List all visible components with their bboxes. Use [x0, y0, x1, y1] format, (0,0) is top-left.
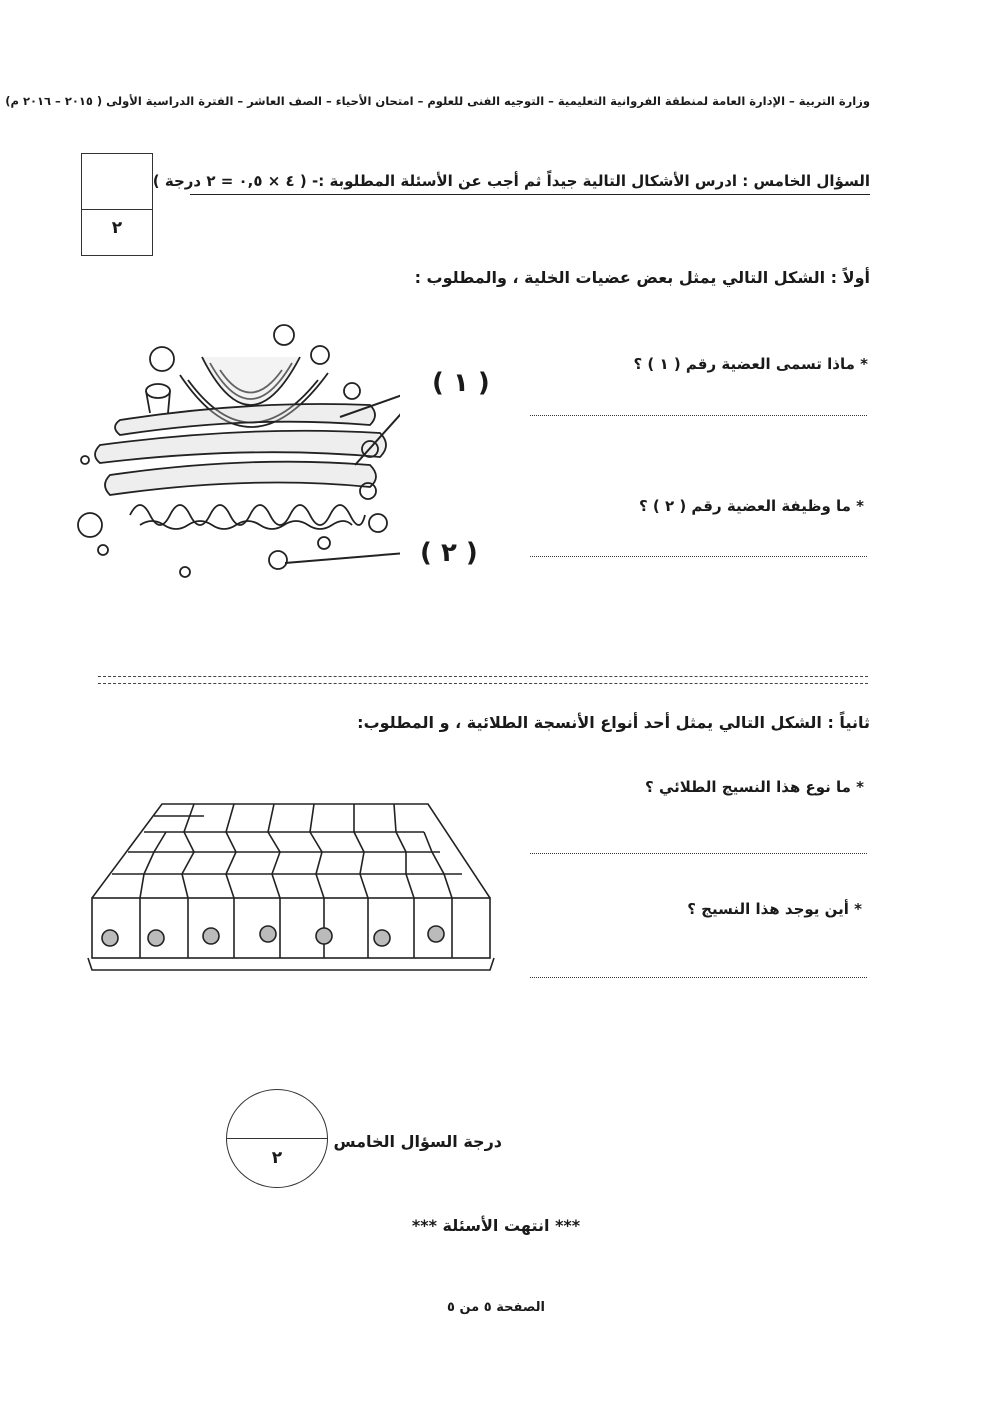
question-grade-value: ٢ [271, 1148, 283, 1168]
answer-line-2[interactable] [530, 556, 867, 557]
question-grade-circle [226, 1089, 328, 1188]
question-grade-label: درجة السؤال الخامس [333, 1132, 502, 1151]
page-number: الصفحة ٥ من ٥ [447, 1300, 545, 1315]
epithelial-tissue-diagram [84, 798, 496, 976]
answer-line-1[interactable] [530, 415, 867, 416]
question-title: السؤال الخامس : ادرس الأشكال التالية جيداً ثم أجب عن الأسئلة المطلوبة :- ( ٤ × ٠,٥ = ٢ درجة ) [190, 172, 870, 195]
golgi-apparatus-diagram [70, 315, 400, 590]
answer-line-3[interactable] [530, 853, 867, 854]
part2-question-2: * أين يوجد هذا النسيج ؟ [687, 900, 862, 918]
part2-heading: ثانياً : الشكل التالي يمثل أحد أنواع الأنسجة الطلائية ، و المطلوب: [357, 713, 870, 732]
question-score-box [81, 153, 153, 256]
section-separator [98, 676, 868, 684]
part1-question-2: * ما وظيفة العضية رقم ( ٢ ) ؟ [638, 497, 864, 515]
end-of-questions: *** انتهت الأسئلة *** [411, 1216, 581, 1235]
exam-header: وزارة التربية – الإدارة العامة لمنطقة الفروانية التعليمية – التوجيه الفنى للعلوم – امتحان الأحياء – الصف العاشر – الفترة الدراسية الأولى ( ٢٠١٥ – ٢٠١٦ م) [5, 94, 870, 108]
part1-heading: أولاً : الشكل التالي يمثل بعض عضيات الخلية ، والمطلوب : [414, 268, 870, 287]
label-organelle-1: ( ١ ) [432, 368, 490, 398]
label-organelle-2: ( ٢ ) [420, 538, 478, 568]
part2-question-1: * ما نوع هذا النسيج الطلائي ؟ [645, 778, 864, 796]
question-score-value: ٢ [111, 218, 123, 238]
answer-line-4[interactable] [530, 977, 867, 978]
part1-question-1: * ماذا تسمى العضية رقم ( ١ ) ؟ [633, 355, 868, 373]
